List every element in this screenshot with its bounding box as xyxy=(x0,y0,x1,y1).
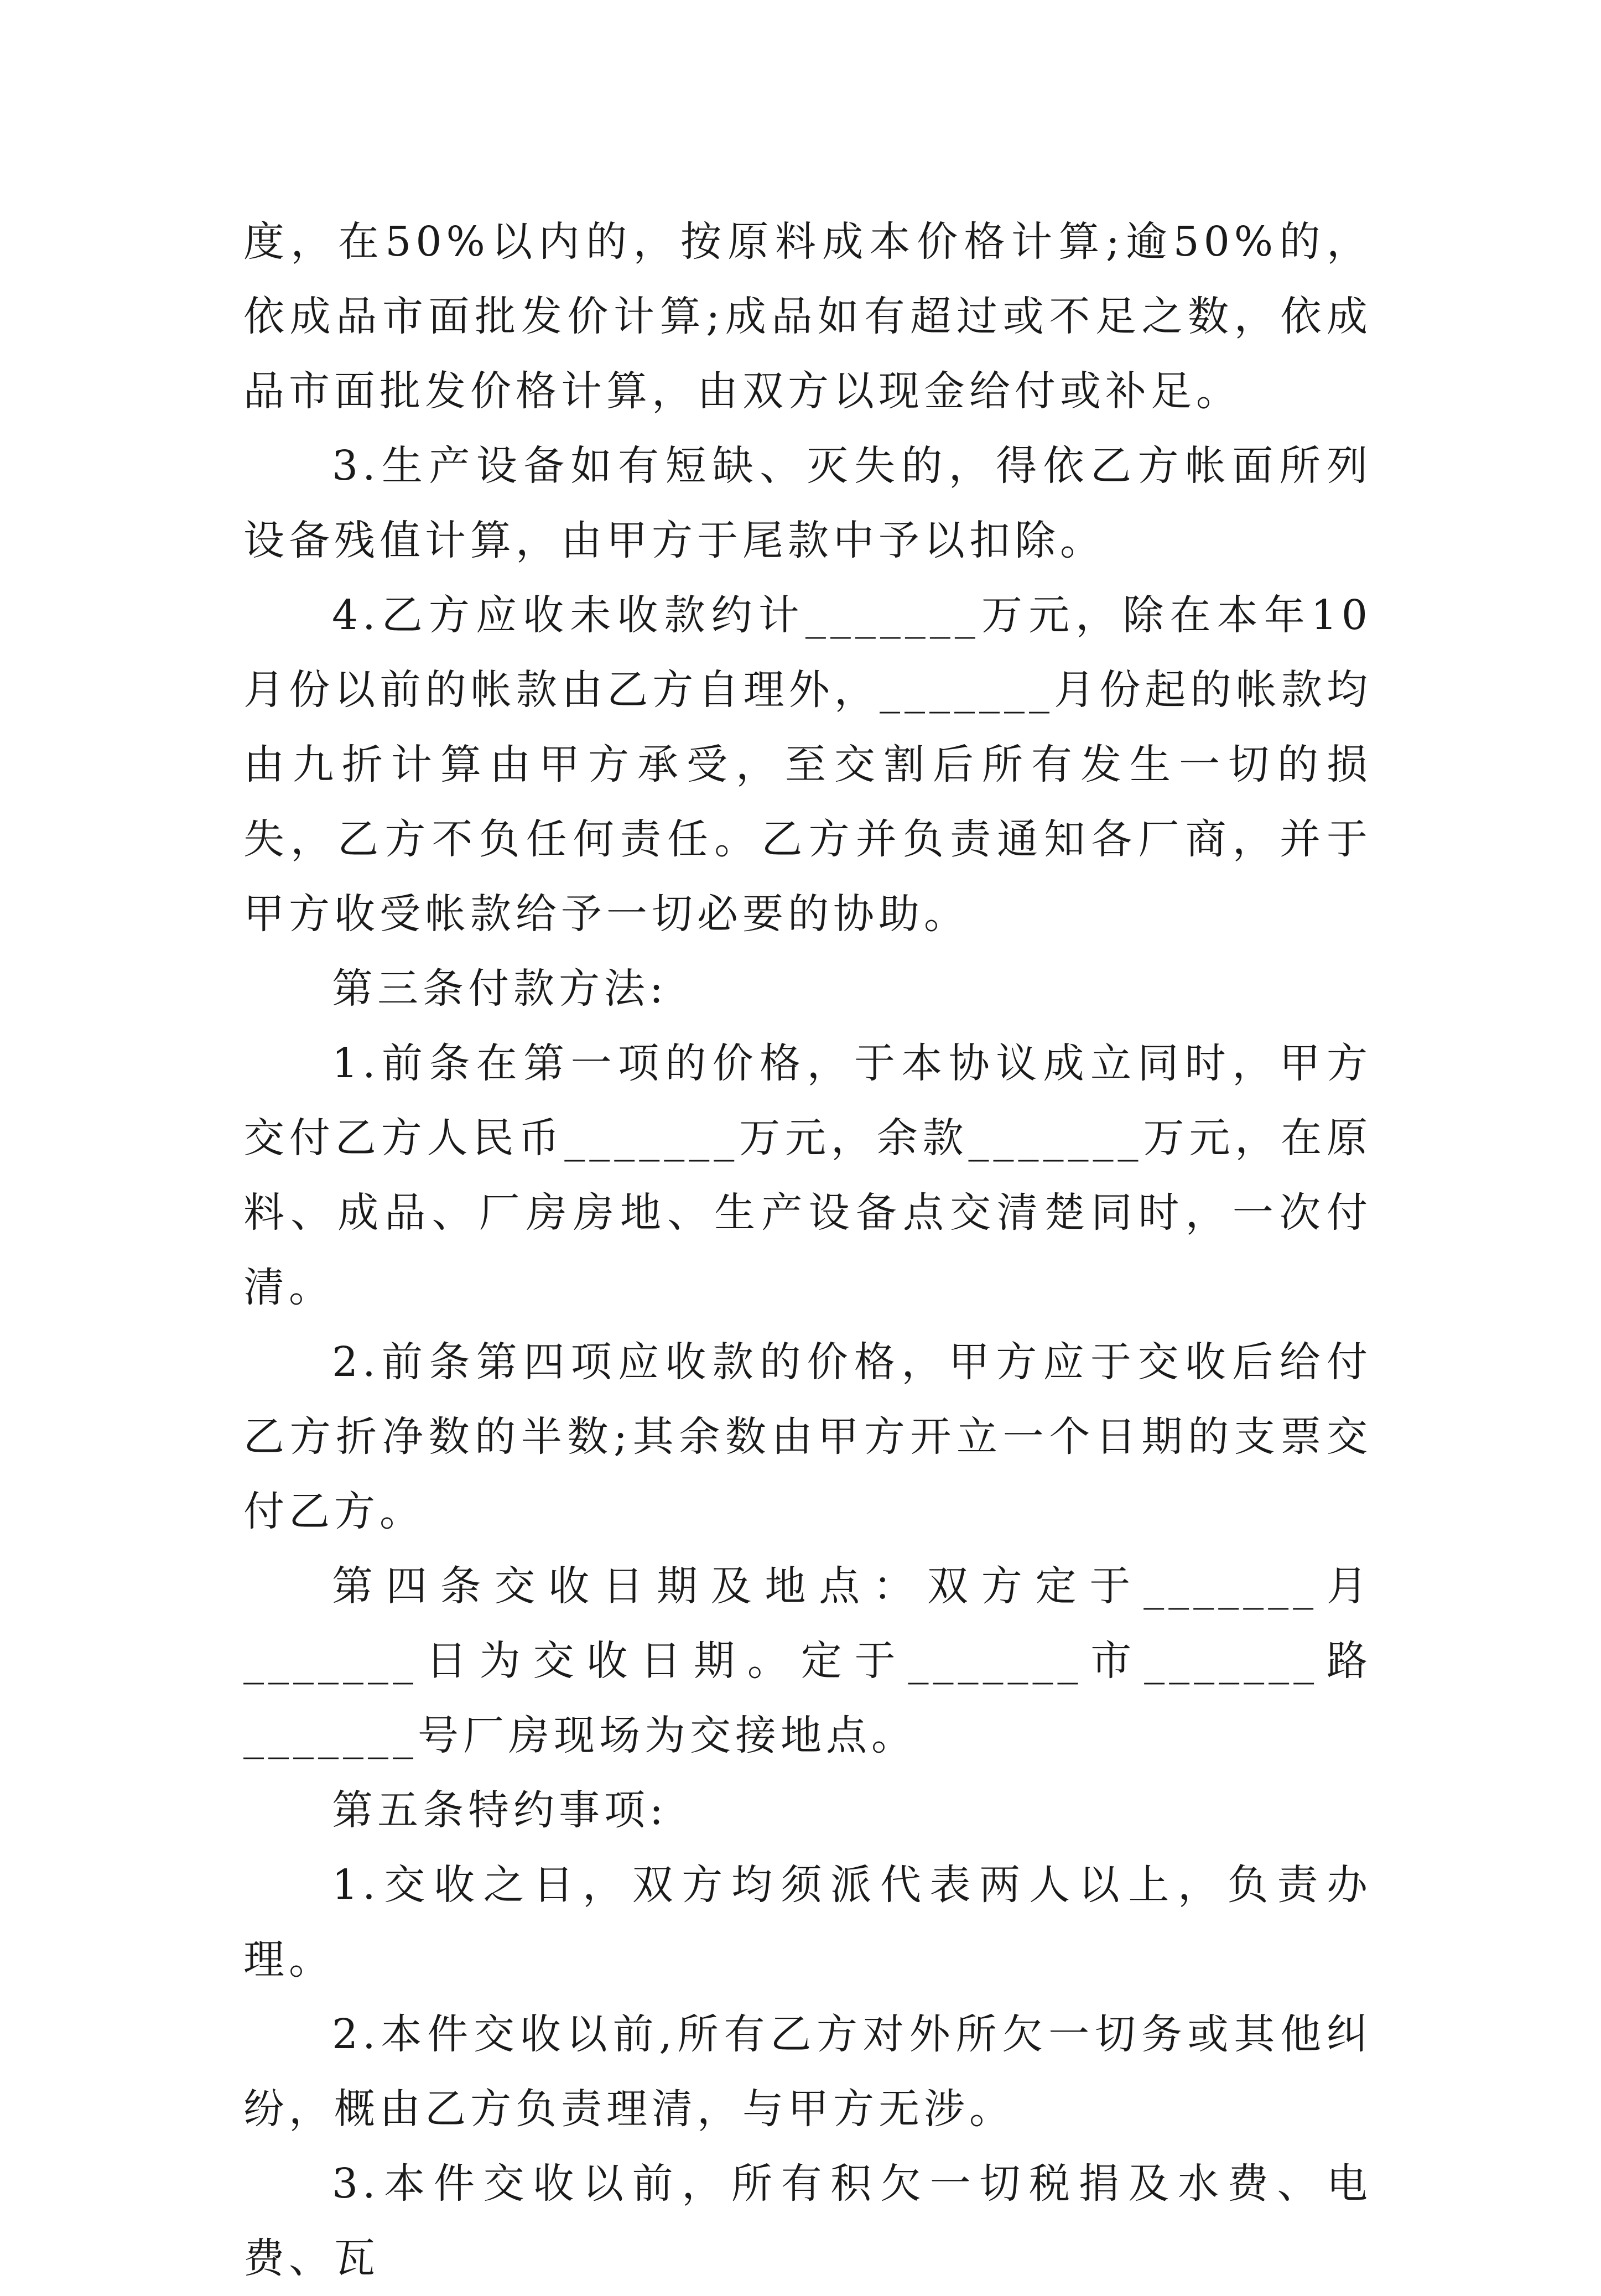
paragraph-payment-item-1: 1.前条在第一项的价格，于本协议成立同时，甲方交付乙方人民币_______万元，余款_______万元，在原料、成品、厂房房地、生产设备点交清楚同时，一次付清。 xyxy=(243,1040,1372,1311)
document-body xyxy=(243,205,1372,2296)
paragraph-payment-item-2: 2.前条第四项应收款的价格，甲方应于交收后给付乙方折净数的半数;其余数由甲方开立一个日期的支票交付乙方。 xyxy=(243,1338,1372,1535)
paragraph-special-item-3: 3.本件交收以前，所有积欠一切税捐及水费、电费、瓦 xyxy=(243,2160,1372,2282)
paragraph-equipment-shortage: 3.生产设备如有短缺、灭失的，得依乙方帐面所列设备残值计算，由甲方于尾款中予以扣除。 xyxy=(243,442,1372,564)
paragraph-price-calculation: 度，在50%以内的，按原料成本价格计算;逾50%的，依成品市面批发价计算;成品如有超过或不足之数，依成品市面批发价格计算，由双方以现金给付或补足。 xyxy=(243,218,1372,415)
paragraph-receivables: 4.乙方应收未收款约计_______万元，除在本年10月份以前的帐款由乙方自理外，_______月份起的帐款均由九折计算由甲方承受，至交割后所有发生一切的损失，乙方不负任何责任。乙方并负责通知各厂商，并于甲方收受帐款给予一切必要的协助。 xyxy=(243,591,1372,938)
heading-article-5-special-terms: 第五条特约事项: xyxy=(332,1786,668,1834)
paragraph-special-item-1: 1.交收之日，双方均须派代表两人以上，负责办理。 xyxy=(243,1861,1372,1983)
heading-article-3-payment: 第三条付款方法: xyxy=(332,965,668,1012)
paragraph-special-item-2: 2.本件交收以前,所有乙方对外所欠一切务或其他纠纷，概由乙方负责理清，与甲方无涉。 xyxy=(243,2011,1372,2133)
paragraph-article-4-delivery: 第四条交收日期及地点：双方定于_______月_______日为交收日期。定于_______市_______路_______号厂房现场为交接地点。 xyxy=(243,1562,1372,1759)
